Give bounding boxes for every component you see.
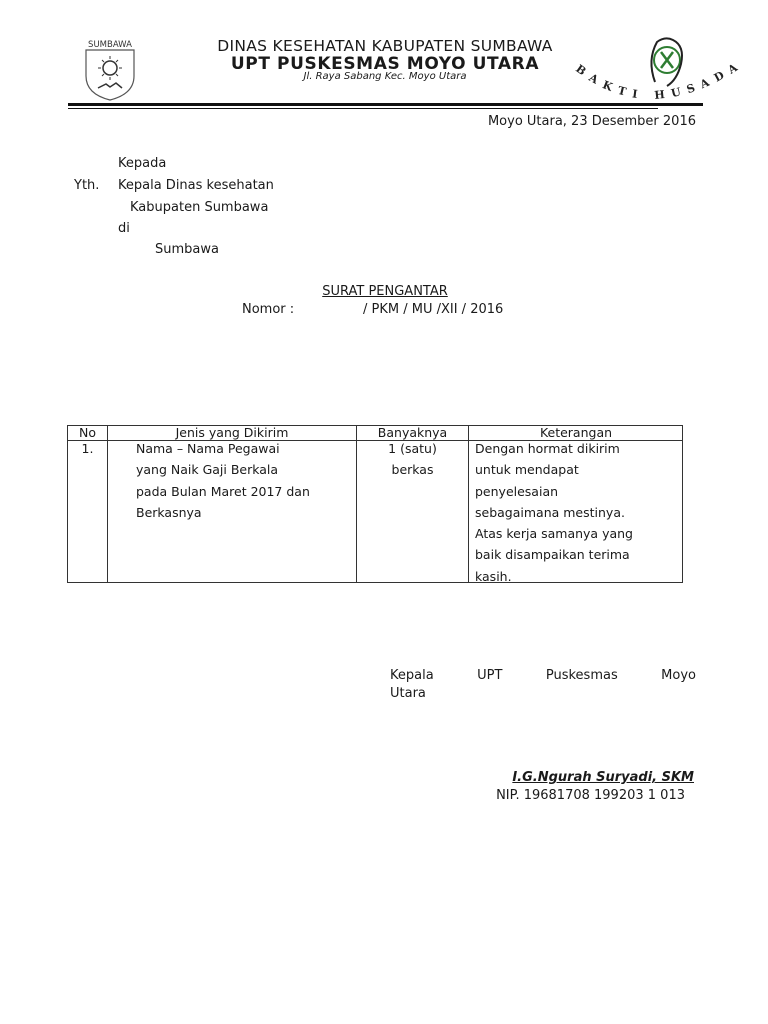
signatory-name: I.G.Ngurah Suryadi, SKM bbox=[512, 770, 694, 785]
cell-banyak: 1 (satu) berkas bbox=[388, 441, 437, 478]
recipient-place: Sumbawa bbox=[155, 242, 219, 257]
bakti-husada-text: BAKTI HUSADA bbox=[573, 57, 746, 103]
address: Jl. Raya Sabang Kec. Moyo Utara bbox=[303, 71, 467, 82]
puskesmas-name: UPT PUSKESMAS MOYO UTARA bbox=[230, 54, 540, 74]
emblem-text: SUMBAWA bbox=[88, 40, 132, 50]
recipient-yth: Yth. bbox=[74, 178, 100, 193]
cell-keterangan: Dengan hormat dikirim untuk mendapat penyelesaian sebagaimana mestinya. Atas kerja samanya yang baik disampaikan terima kasih. bbox=[475, 441, 633, 584]
letter-date: Moyo Utara, 23 Desember 2016 bbox=[487, 114, 696, 129]
bakti-husada-emblem-icon bbox=[651, 38, 682, 86]
header-banyak: Banyaknya bbox=[377, 425, 448, 440]
nomor-value: / PKM / MU /XII / 2016 bbox=[363, 302, 504, 317]
cell-jenis: Nama – Nama Pegawai yang Naik Gaji Berkala pada Bulan Maret 2017 dan Berkasnya bbox=[136, 441, 310, 520]
header-no: No bbox=[79, 425, 96, 440]
header-rule bbox=[68, 103, 703, 106]
recipient-kabupaten: Kabupaten Sumbawa bbox=[130, 200, 269, 215]
letter-title: SURAT PENGANTAR bbox=[322, 284, 448, 299]
recipient-kepada: Kepada bbox=[118, 156, 167, 171]
header-keterangan: Keterangan bbox=[539, 425, 613, 440]
cell-no: 1. bbox=[81, 441, 94, 456]
sumbawa-emblem bbox=[80, 38, 140, 102]
signatory-title: Kepala UPT Puskesmas Moyo bbox=[390, 668, 696, 683]
agency-name: DINAS KESEHATAN KABUPATEN SUMBAWA bbox=[217, 37, 553, 55]
nomor-label: Nomor : bbox=[242, 302, 295, 317]
recipient-di: di bbox=[118, 221, 130, 236]
signatory-title-cont: Utara bbox=[390, 686, 426, 701]
items-table bbox=[67, 425, 683, 583]
svg-text:BAKTI HUSADA bbox=[573, 57, 745, 102]
recipient-to: Kepala Dinas kesehatan bbox=[118, 178, 274, 193]
signatory-nip: NIP. 19681708 199203 1 013 bbox=[496, 788, 685, 803]
header-rule-thin bbox=[68, 108, 658, 109]
header-jenis: Jenis yang Dikirim bbox=[175, 425, 289, 440]
